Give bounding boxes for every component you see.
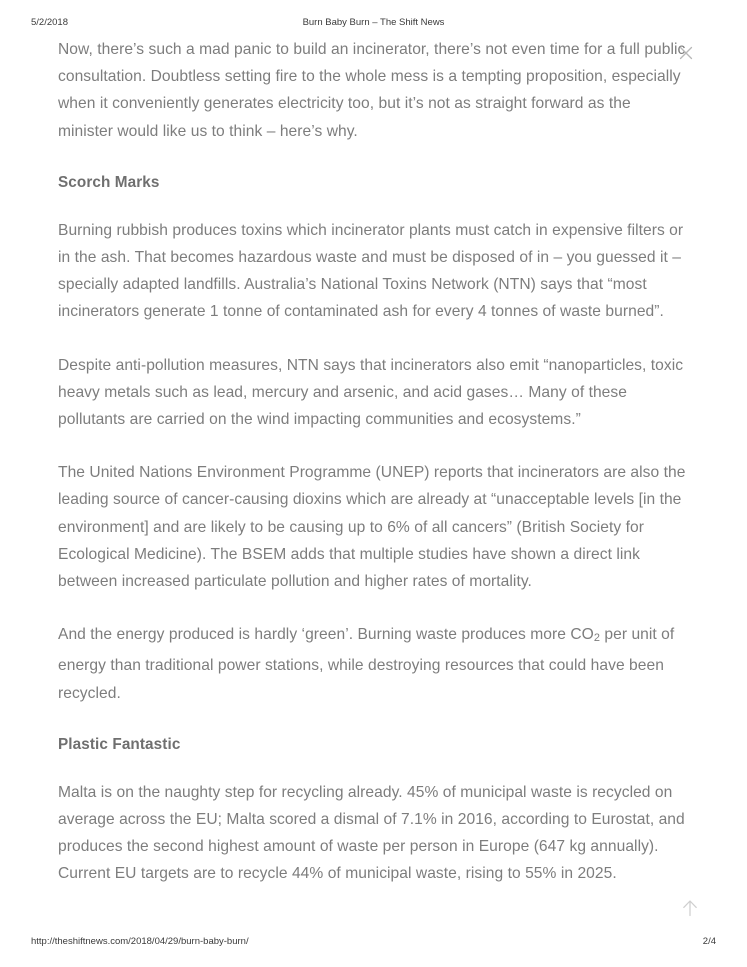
arrow-up-icon[interactable] <box>679 897 701 919</box>
paragraph-co2-text-after: per unit of energy than traditional power stations, while destroying resources that could have been recycled. <box>58 626 675 702</box>
co2-subscript: 2 <box>593 632 600 645</box>
section-heading-plastic-fantastic: Plastic Fantastic <box>58 735 181 753</box>
paragraph-unep-dioxins: The United Nations Environment Programme (UNEP) reports that incinerators are also the leading source of cancer-causing dioxins which are already at “unacceptable levels [in the environment] and are likely to be causing up to 6% of all cancers” (British Society for Ecological Medicine). The BSEM adds that multiple studies have shown a direct link between increased particulate pollution and higher rates of mortality. <box>58 464 686 591</box>
paragraph-co2-energy <box>58 621 688 707</box>
paragraph-co2-text-before: And the energy produced is hardly ‘green’. Burning waste produces more CO <box>58 626 594 644</box>
paragraph-recycling-stats: Malta is on the naughty step for recycling already. 45% of municipal waste is recycled on average across the EU; Malta scored a dismal of 7.1% in 2016, according to Eurostat, and produces the second highest amount of waste per person in Europe (647 kg annually). Current EU targets are to recycle 44% of municipal waste, rising to 55% in 2025. <box>58 783 685 883</box>
close-icon[interactable] <box>676 43 696 63</box>
paragraph-intro: Now, there’s such a mad panic to build an incinerator, there’s not even time for a full public consultation. Doubtless setting fire to the whole mess is a tempting proposition, especially when it conveniently generates electricity too, but it’s not as straight forward as the minister would like us to think – here’s why. <box>58 41 686 140</box>
article-body <box>58 36 688 912</box>
print-footer <box>0 934 747 950</box>
paragraph-toxins: Burning rubbish produces toxins which incinerator plants must catch in expensive filters or in the ash. That becomes hazardous waste and must be disposed of in – you guessed it – specially adapted landfills. Australia’s National Toxins Network (NTN) says that “most incinerators generate 1 tonne of contaminated ash for every 4 tonnes of waste burned”. <box>58 221 684 321</box>
print-date: 5/2/2018 <box>31 17 68 28</box>
print-page-number: 2/4 <box>702 936 716 947</box>
print-header <box>0 15 747 31</box>
print-source-url: http://theshiftnews.com/2018/04/29/burn-baby-burn/ <box>31 936 249 947</box>
section-heading-scorch-marks: Scorch Marks <box>58 173 160 191</box>
print-document-title: Burn Baby Burn – The Shift News <box>302 17 445 28</box>
paragraph-nanoparticles: Despite anti-pollution measures, NTN says that incinerators also emit “nanoparticles, toxic heavy metals such as lead, mercury and arsenic, and acid gases… Many of these pollutants are carried on the wind impacting communities and ecosystems.” <box>58 356 684 429</box>
